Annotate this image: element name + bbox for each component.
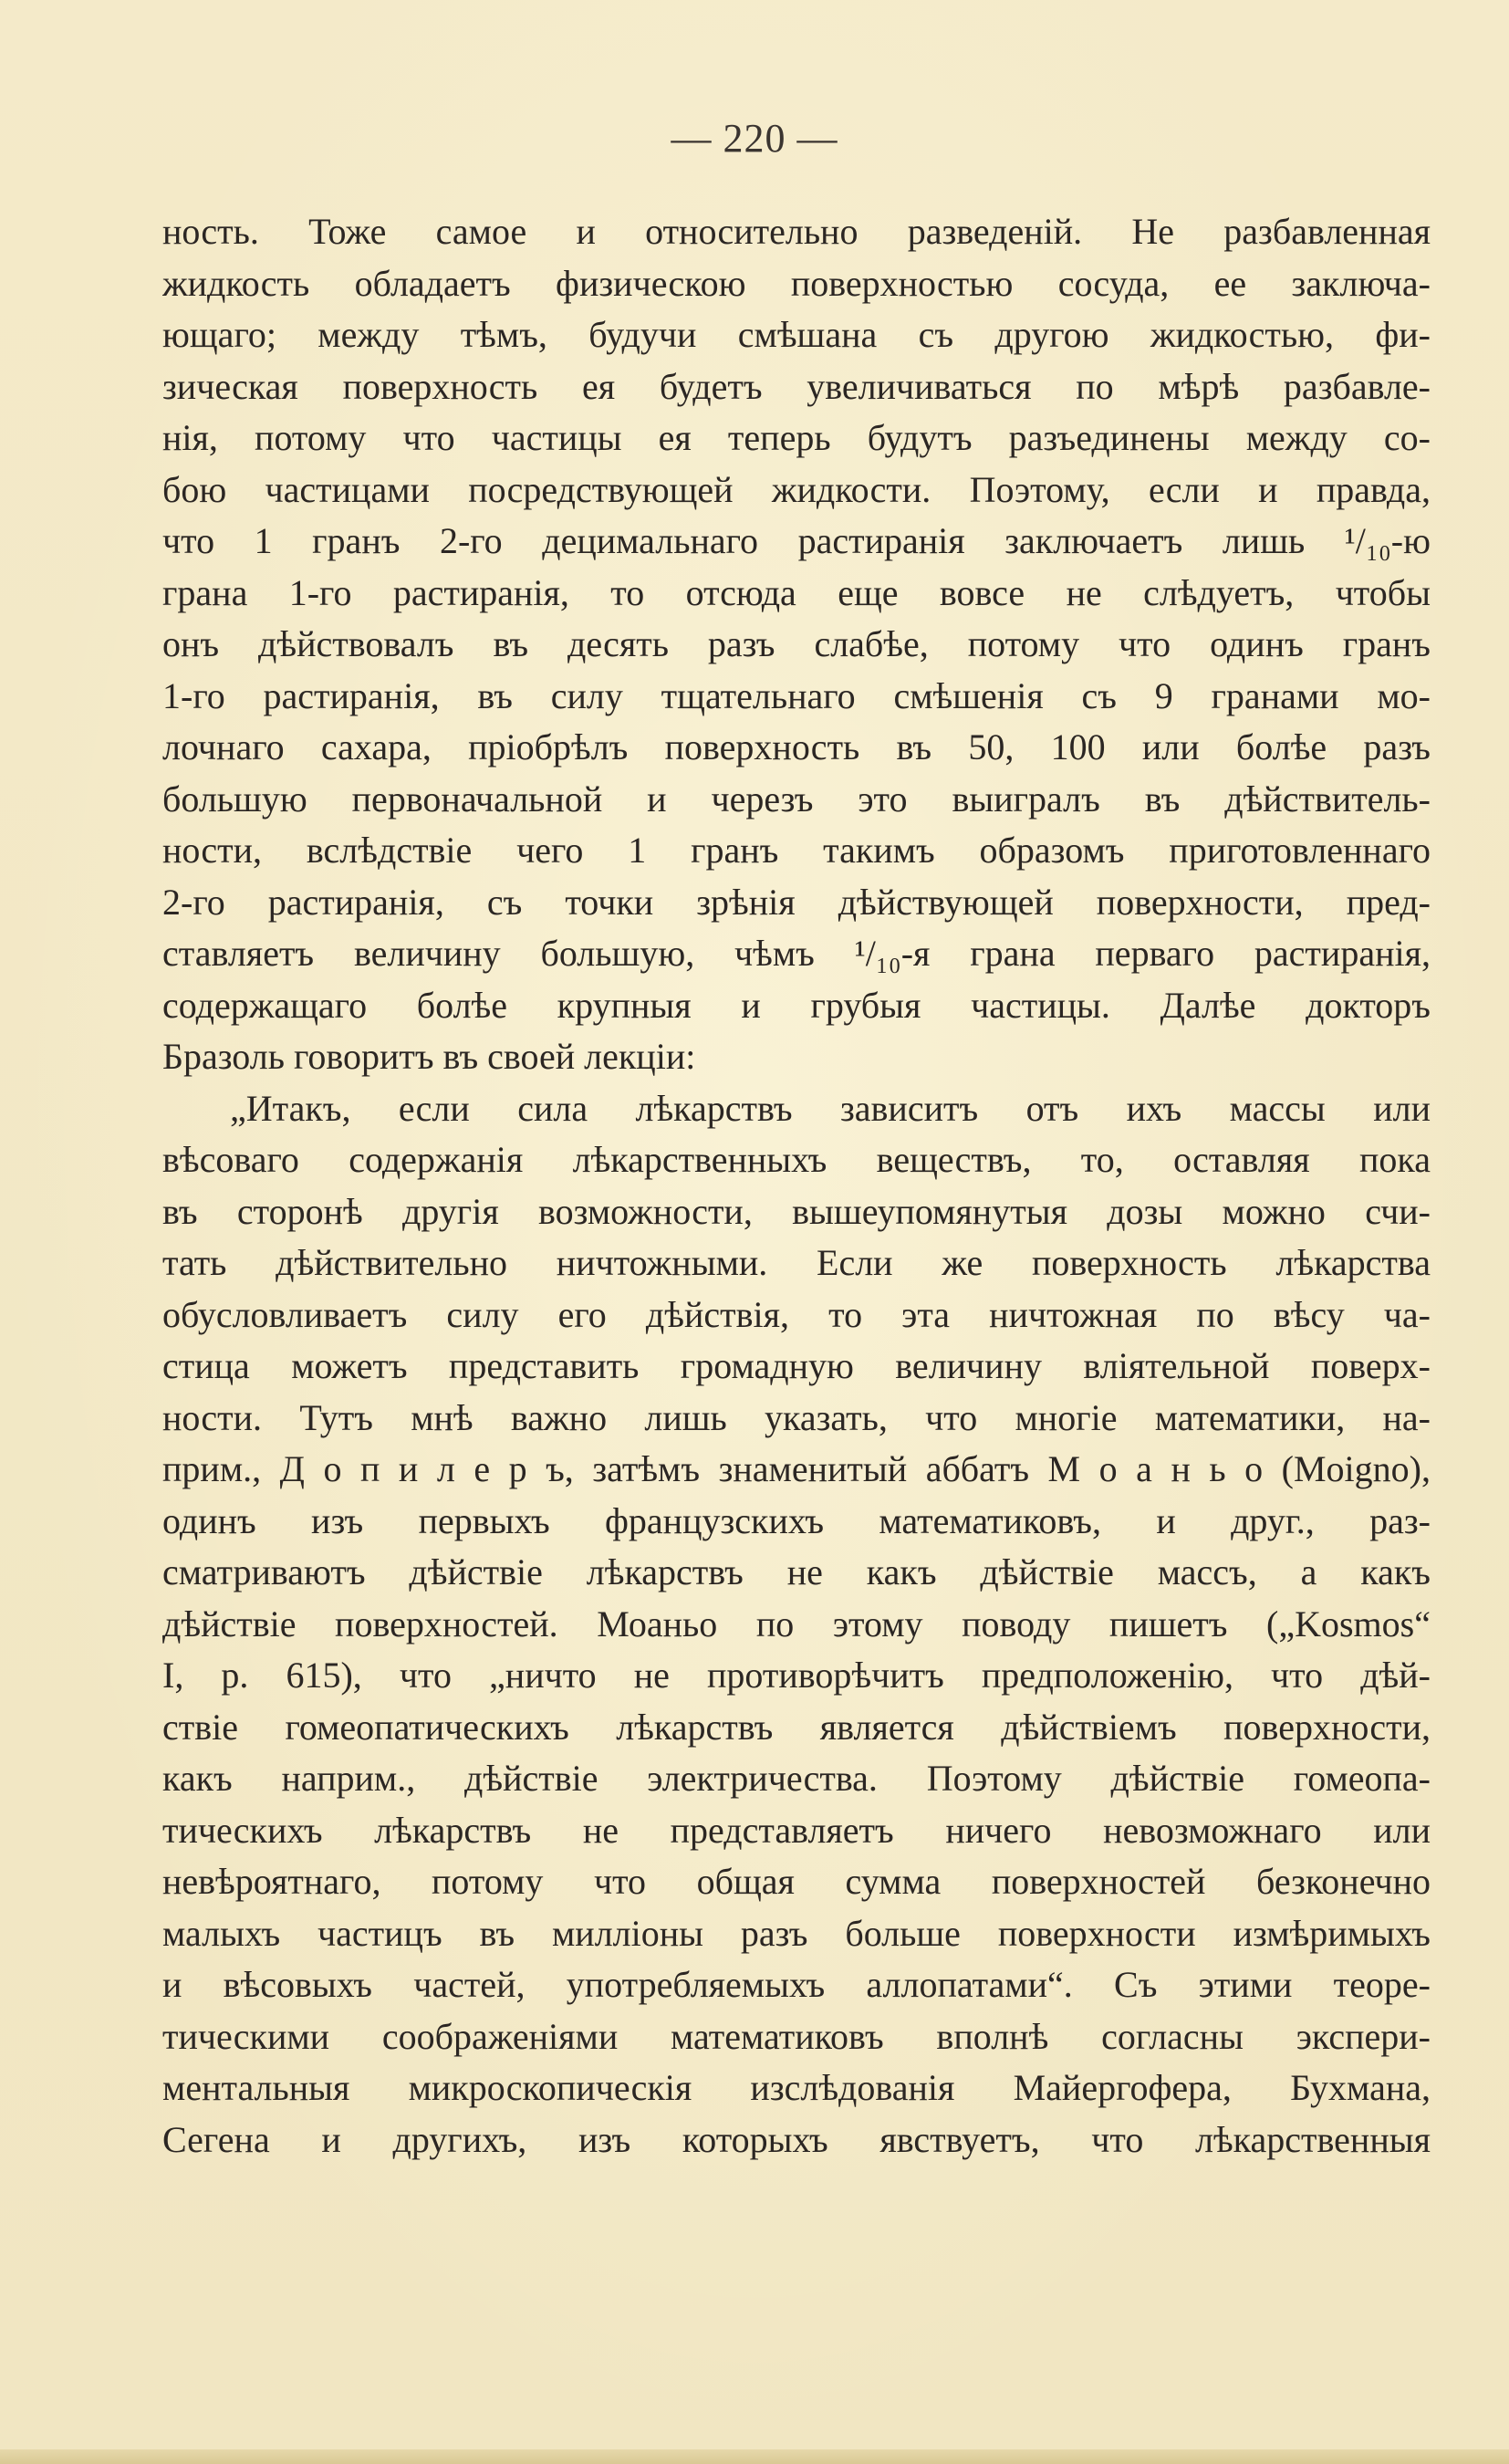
text-line: какъ наприм., дѣйствіе электричества. Поэтому дѣйствіе гомеопа- — [162, 1758, 1431, 1799]
text-line: обусловливаетъ силу его дѣйствія, то эта ничтожная по вѣсу ча- — [162, 1293, 1431, 1335]
text-line: 2-го растиранія, съ точки зрѣнія дѣйствующей поверхности, пред- — [162, 881, 1431, 923]
text-line: въ сторонѣ другія возможности, вышеупомянутыя дозы можно счи- — [162, 1190, 1431, 1232]
text-line: ментальныя микроскопическія изслѣдованія Майергофера, Бухмана, — [162, 2067, 1431, 2108]
text-line: лочнаго сахара, пріобрѣлъ поверхность въ 50, 100 или болѣе разъ — [162, 726, 1431, 767]
text-line: Сегена и другихъ, изъ которыхъ явствуетъ, что лѣкарственныя — [162, 2118, 1431, 2160]
text-line: Бразоль говоритъ въ своей лекціи: — [162, 1036, 696, 1077]
text-line: бою частицами посредствующей жидкости. Поэтому, если и правда, — [162, 468, 1431, 510]
text-line: малыхъ частицъ въ милліоны разъ больше поверхности измѣримыхъ — [162, 1912, 1431, 1954]
text-line: одинъ изъ первыхъ французскихъ математиковъ, и друг., раз- — [162, 1499, 1431, 1541]
text-line: сматриваютъ дѣйствіе лѣкарствъ не какъ дѣйствіе массъ, а какъ — [162, 1551, 1431, 1592]
text-line: онъ дѣйствовалъ въ десять разъ слабѣе, потому что одинъ гранъ — [162, 623, 1431, 664]
text-line: прим., Д о п и л е р ъ, затѣмъ знаменитый аббатъ М о а н ь о (Moigno), — [162, 1448, 1431, 1489]
text-line: нія, потому что частицы ея теперь будутъ разъединены между со- — [162, 417, 1431, 458]
text-line: зическая поверхность ея будетъ увеличиваться по мѣрѣ разбавле- — [162, 365, 1431, 407]
text-line: тическими соображеніями математиковъ вполнѣ согласны экспери- — [162, 2015, 1431, 2057]
text-line: ности. Тутъ мнѣ важно лишь указать, что многіе математики, на- — [162, 1396, 1431, 1438]
text-line: большую первоначальной и черезъ это выигралъ въ дѣйствитель- — [162, 778, 1431, 820]
text-line: ности, вслѣдствіе чего 1 гранъ такимъ образомъ приготовленнаго — [162, 830, 1431, 871]
text-line: ставляетъ величину большую, чѣмъ ¹/₁₀-я грана перваго растиранія, — [162, 933, 1431, 974]
text-line: что 1 гранъ 2-го децимальнаго растиранія заключаетъ лишь ¹/₁₀-ю — [162, 520, 1431, 561]
text-line: тать дѣйствительно ничтожными. Если же поверхность лѣкарства — [162, 1242, 1431, 1283]
text-line: невѣроятнаго, потому что общая сумма поверхностей безконечно — [162, 1861, 1431, 1902]
text-line: дѣйствіе поверхностей. Моаньо по этому поводу пишетъ („Kosmos“ — [162, 1603, 1431, 1644]
text-line: I, p. 615), что „ничто не противорѣчитъ предположенію, что дѣй- — [162, 1655, 1431, 1696]
text-line: грана 1-го растиранія, то отсюда еще вовсе не слѣдуетъ, чтобы — [162, 571, 1431, 613]
text-line: стица можетъ представить громадную величину вліятельной поверх- — [162, 1345, 1431, 1386]
text-line: ность. Тоже самое и относительно разведеній. Не разбавленная — [162, 211, 1431, 252]
text-line: тическихъ лѣкарствъ не представляетъ ничего невозможнаго или — [162, 1809, 1431, 1851]
text-line: 1-го растиранія, въ силу тщательнаго смѣшенія съ 9 гранами мо- — [162, 674, 1431, 716]
page-bottom-edge — [0, 2449, 1509, 2464]
text-line: жидкость обладаетъ физическою поверхностью сосуда, ее заключа- — [162, 262, 1431, 304]
text-line: вѣсоваго содержанія лѣкарственныхъ веществъ, то, оставляя пока — [162, 1139, 1431, 1180]
text-line: „Итакъ, если сила лѣкарствъ зависитъ отъ ихъ массы или — [230, 1087, 1431, 1129]
text-line: ствіе гомеопатическихъ лѣкарствъ является дѣйствіемъ поверхности, — [162, 1706, 1431, 1748]
text-line: содержащаго болѣе крупныя и грубыя частицы. Далѣе докторъ — [162, 984, 1431, 1026]
text-line: ющаго; между тѣмъ, будучи смѣшана съ другою жидкостью, фи- — [162, 314, 1431, 355]
text-line: и вѣсовыхъ частей, употребляемыхъ аллопатами“. Съ этими теоре- — [162, 1964, 1431, 2005]
page-number: — 220 — — [671, 116, 838, 161]
body-text — [162, 206, 1431, 2166]
